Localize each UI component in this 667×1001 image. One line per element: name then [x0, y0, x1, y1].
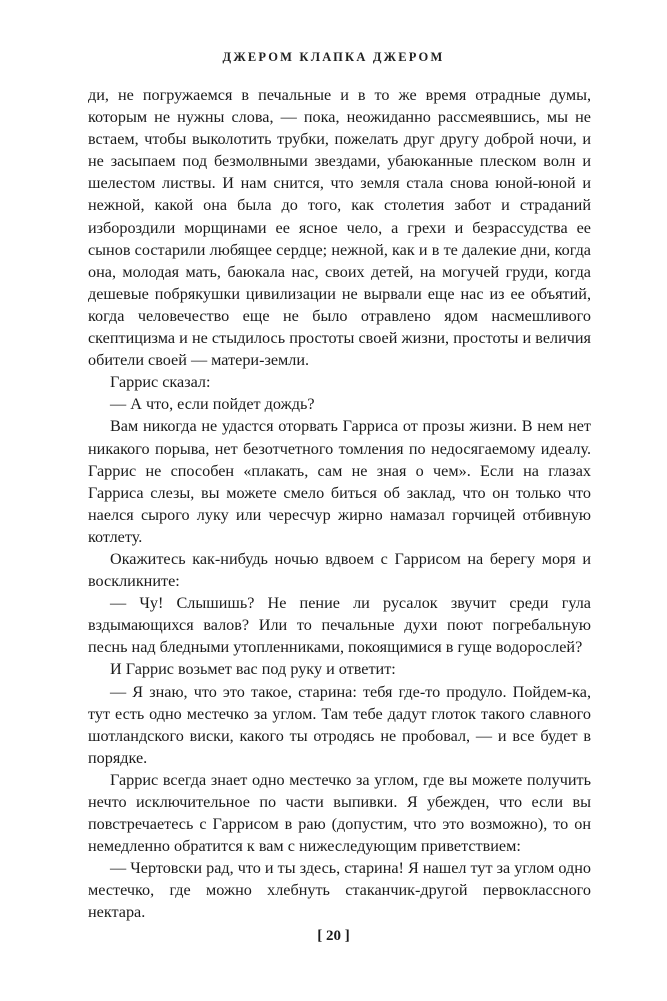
paragraph: — А что, если пойдет дождь?: [110, 395, 315, 414]
paragraph: Гаррис всегда знает одно местечко за углом, где вы можете получить нечто исключительное по части выпивки. Я убежден, что если вы повстречаетесь с Гаррисом в раю (допустим, что это возможно), то он немедленно обратится к вам с нижеследующим приветствием:: [88, 770, 591, 856]
paragraph: Вам никогда не удастся оторвать Гарриса от прозы жизни. В нем нет никакого порыва, нет безотчетного томления по недосягаемому идеалу. Гаррис не способен «плакать, сам не зная о чем». Если на глазах Гарриса слезы, вы можете смело биться об заклад, что он только что наелся сырого луку или чересчур жирно намазал горчицей отбивную котлету.: [88, 417, 591, 546]
paragraph: Гаррис сказал:: [110, 373, 211, 392]
paragraph: — Чу! Слышишь? Не пение ли русалок звучит среди гула вздымающихся валов? Или то печальные духи поют погребальную песнь над бледными утопленниками, покоящимися в гуще водорослей?: [88, 594, 591, 657]
page-number: [ 20 ]: [317, 928, 350, 944]
paragraph: — Чертовски рад, что и ты здесь, старина! Я нашел тут за углом одно местечко, где можно хлебнуть стаканчик-другой первоклассного нектара.: [88, 859, 591, 922]
paragraph: И Гаррис возьмет вас под руку и ответит:: [110, 660, 396, 679]
paragraph: ди, не погружаемся в печальные и в то же время отрадные думы, которым не нужны слова, — пока, неожиданно рассмеявшись, мы не встаем, чтобы выколотить трубки, пожелать друг другу доброй ночи, и не засыпаем под безмолвными звездами, убаюканные плеском волн и шелестом листвы. И нам снится, что земля стала снова юной-юной и нежной, какой она была до того, как столетия забот и страданий избороздили морщинами ее ясное чело, а грехи и безрассудства ее сынов состарили любящее сердце; нежной, как и в те далекие дни, когда она, молодая мать, баюкала нас, своих детей, на могучей груди, когда дешевые побрякушки цивилизации не вырвали еще нас из ее объятий, когда человечество еще не было отравлено ядом насмешливого скептицизма и не стыдилось простоты своей жизни, простоты и величия обители своей — матери-земли.: [88, 86, 591, 370]
running-title: ДЖЕРОМ КЛАПКА ДЖЕРОМ: [222, 50, 445, 64]
paragraph: — Я знаю, что это такое, старина: тебя где-то продуло. Пойдем-ка, тут есть одно местечко за углом. Там тебе дадут глоток такого славного шотландского виски, какого ты отродясь не пробовал, — и все будет в порядке.: [88, 682, 591, 767]
body-text: [88, 84, 591, 924]
paragraph: Окажитесь как-нибудь ночью вдвоем с Гаррисом на берегу моря и воскликните:: [88, 549, 591, 591]
